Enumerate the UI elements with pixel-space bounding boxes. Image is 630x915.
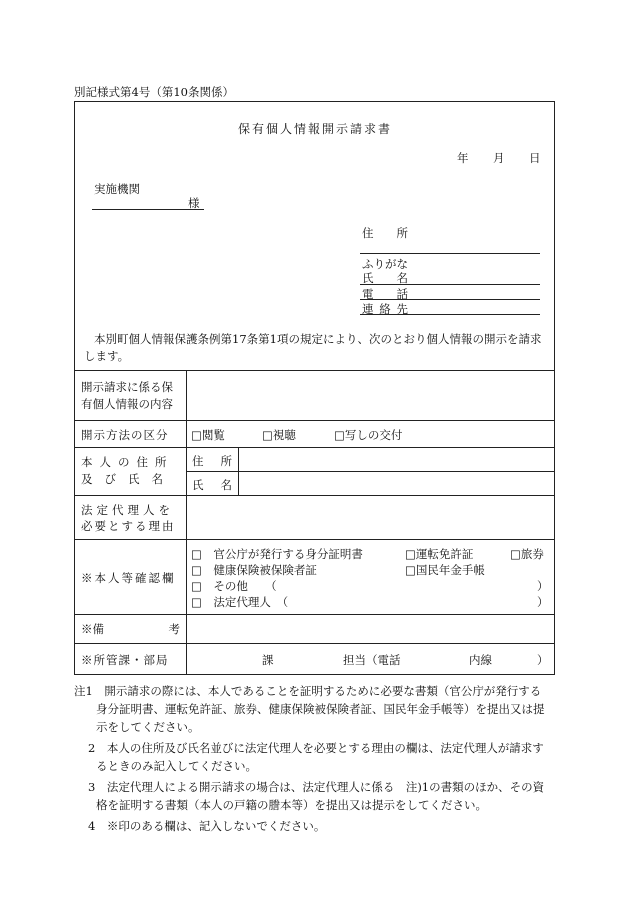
agent-reason-label-1: 法定代理人を	[81, 503, 174, 517]
requester-furigana-label: ふりがな	[362, 257, 408, 271]
agent-reason-label-2: 必要とする理由	[81, 519, 176, 533]
note-2-line-1: 2 本人の住所及び氏名並びに法定代理人を必要とする理由の欄は、法定代理人が請求す	[88, 741, 544, 755]
requester-contact-line[interactable]	[360, 314, 540, 315]
note-4: 4 ※印のある欄は、記入しないでください。	[88, 819, 326, 833]
requester-address-label: 住 所	[362, 226, 408, 240]
remarks-input[interactable]	[187, 615, 554, 642]
id-gov-checkbox[interactable]: □ 官公庁が発行する身分証明書	[191, 547, 363, 561]
person-name-input[interactable]	[239, 472, 554, 494]
agency-label: 実施機関	[94, 182, 140, 196]
sama-label: 様	[188, 196, 200, 210]
id-passport-checkbox[interactable]: □旅券	[510, 547, 544, 561]
person-label-2: 及び氏名	[81, 472, 175, 486]
table-row-border	[74, 643, 555, 644]
form-title: 保有個人情報開示請求書	[237, 122, 392, 136]
dept-ka: 課	[262, 653, 274, 667]
dept-tanto: 担当（電話	[343, 653, 401, 667]
id-other-checkbox[interactable]: □ その他 （	[191, 579, 277, 593]
method-option-listen[interactable]: □視聴	[262, 428, 296, 442]
statement-line-2: します。	[84, 349, 130, 363]
date-month: 月	[493, 151, 505, 165]
note-2-line-2: るときのみ記入してください。	[96, 759, 257, 773]
id-license-checkbox[interactable]: □運転免許証	[405, 547, 474, 561]
person-name-label: 氏 名	[192, 478, 232, 492]
id-agent-paren-close: ）	[537, 595, 549, 609]
remarks-label: ※備 考	[81, 622, 180, 636]
id-check-label: ※本人等確認欄	[81, 571, 176, 585]
note-1-line-3: 示をしてください。	[96, 720, 200, 734]
requester-name-label: 氏 名	[362, 271, 408, 285]
note-1-line-1: 注1 開示請求の際には、本人であることを証明するために必要な書類（官公庁が発行する	[74, 684, 542, 698]
person-label-1: 本人の住所	[81, 455, 174, 469]
table-row-border	[74, 539, 555, 540]
note-1-line-2: 身分証明書、運転免許証、旅券、健康保険被保険者証、国民年金手帳等）を提出又は提	[96, 702, 545, 716]
method-option-copy[interactable]: □写しの交付	[334, 428, 403, 442]
id-insurance-checkbox[interactable]: □ 健康保険被保険者証	[191, 563, 317, 577]
table-row-border	[74, 420, 555, 421]
id-agent-checkbox[interactable]: □ 法定代理人 （	[191, 595, 289, 609]
content-input[interactable]	[187, 371, 554, 419]
requester-address-line[interactable]	[360, 253, 540, 254]
form-number: 別記様式第4号（第10条関係）	[74, 85, 234, 99]
dept-close: ）	[537, 653, 549, 667]
requester-contact-label: 連 絡 先	[362, 302, 408, 316]
requester-name-line[interactable]	[360, 284, 540, 285]
date-year: 年	[457, 151, 469, 165]
id-other-paren-close: ）	[537, 579, 549, 593]
person-address-input[interactable]	[239, 448, 554, 470]
dept-naisen: 内線	[469, 653, 492, 667]
id-pension-checkbox[interactable]: □国民年金手帳	[405, 563, 485, 577]
requester-phone-line[interactable]	[360, 299, 540, 300]
content-label-2: 有個人情報の内容	[81, 397, 173, 411]
note-3-line-2: 格を証明する書類（本人の戸籍の謄本等）を提出又は提示をしてください。	[96, 798, 487, 812]
note-3-line-1: 3 法定代理人による開示請求の場合は、法定代理人に係る 注)1の書類のほか、その資	[88, 780, 545, 794]
method-label: 開示方法の区分	[81, 428, 169, 442]
content-label-1: 開示請求に係る保	[81, 380, 173, 394]
requester-phone-label: 電 話	[362, 287, 408, 301]
person-address-label: 住 所	[192, 454, 232, 468]
method-option-view[interactable]: □閲覧	[191, 428, 225, 442]
dept-label: ※所管課・部局	[81, 653, 169, 667]
date-day: 日	[529, 151, 541, 165]
agent-reason-input[interactable]	[187, 496, 554, 538]
statement-line-1: 本別町個人情報保護条例第17条第1項の規定により、次のとおり個人情報の開示を請求	[94, 332, 542, 346]
